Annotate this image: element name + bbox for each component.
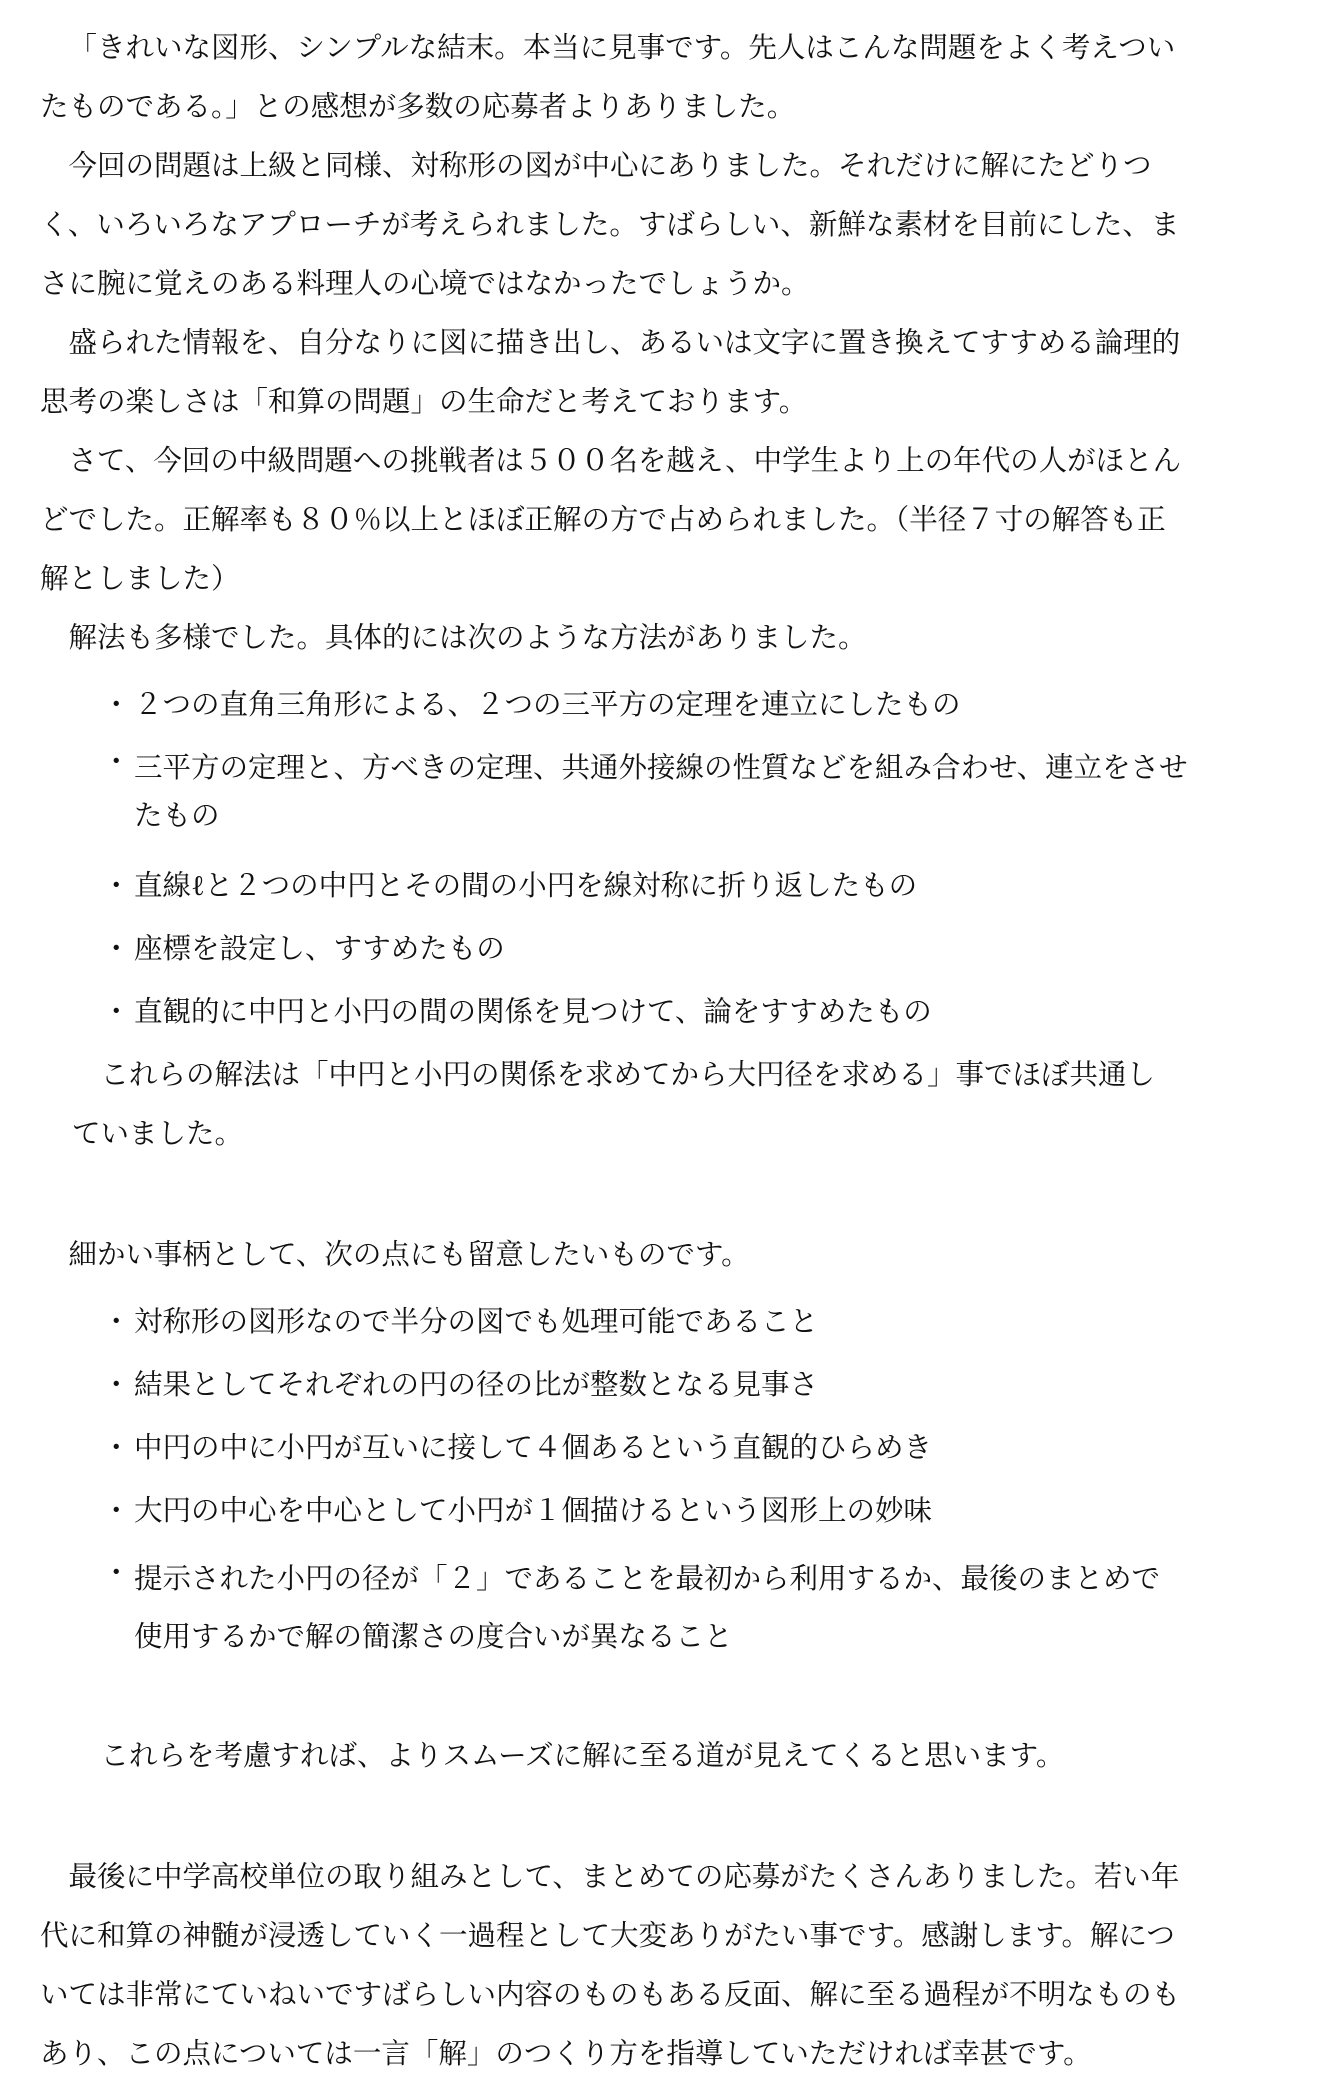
bullet-mark: ・: [102, 688, 131, 721]
bullet-mark: ・: [102, 869, 131, 902]
paragraph-2-line-1: 今回の問題は上級と同様、対称形の図が中心にありました。それだけに解にたどりつ: [68, 149, 1152, 182]
paragraph-7: 細かい事柄として、次の点にも留意したいものです。: [68, 1238, 750, 1271]
points-of-note-list: [40, 1292, 1290, 1666]
paragraph-5: 解法も多様でした。具体的には次のような方法がありました。: [68, 621, 867, 654]
methods-summary: [40, 1045, 1290, 1163]
paragraph-6-line-2: ていました。: [72, 1117, 244, 1150]
spacer: [40, 1785, 1290, 1847]
solution-methods-list: [40, 675, 1290, 1041]
spacer: [40, 1163, 1290, 1225]
list-item: ・ 直観的に中円と小円の間の関係を見つけて、論をすすめたもの: [40, 982, 1290, 1041]
list-item: ・ 大円の中心を中心として小円が１個描けるという図形上の妙味: [40, 1481, 1290, 1540]
paragraph-4-line-1: さて、今回の中級問題への挑戦者は５００名を越え、中学生より上の年代の人がほとん: [68, 444, 1182, 477]
bullet-mark: ・: [102, 745, 131, 778]
list-item: ・ ２つの直角三角形による、２つの三平方の定理を連立にしたもの: [40, 675, 1290, 734]
paragraph-4-line-3: 解としました）: [40, 562, 240, 595]
spacer: [40, 1682, 1290, 1726]
paragraph-2-line-3: さに腕に覚えのある料理人の心境ではなかったでしょうか。: [40, 267, 810, 300]
list-item: ・ 対称形の図形なので半分の図でも処理可能であること: [40, 1292, 1290, 1351]
paragraph-1-line-2: たものである。」との感想が多数の応募者よりありました。: [40, 90, 796, 123]
bullet-mark: ・: [102, 1305, 131, 1338]
bullet-mark: ・: [102, 1556, 131, 1589]
bullet-mark: ・: [102, 932, 131, 965]
paragraph-9-line-1: 最後に中学高校単位の取り組みとして、まとめての応募がたくさんありました。若い年: [68, 1860, 1180, 1893]
bullet-mark: ・: [102, 1494, 131, 1527]
list-item: ・ 結果としてそれぞれの円の径の比が整数となる見事さ: [40, 1355, 1290, 1414]
document-body: [40, 18, 1290, 2083]
list-item: ・ 中円の中に小円が互いに接して４個あるという直観的ひらめき: [40, 1418, 1290, 1477]
paragraph-3-line-1: 盛られた情報を、自分なりに図に描き出し、あるいは文字に置き換えてすすめる論理的: [68, 326, 1181, 359]
list-item: ・ 座標を設定し、すすめたもの: [40, 919, 1290, 978]
paragraph-8: これらを考慮すれば、よりスムーズに解に至る道が見えてくると思います。: [100, 1739, 1065, 1772]
paragraph-1-line-1: 「きれいな図形、シンプルな結末。本当に見事です。先人はこんな問題をよく考えつい: [68, 31, 1176, 64]
bullet-mark: ・: [102, 1368, 131, 1401]
paragraph-6-line-1: これらの解法は「中円と小円の関係を求めてから大円径を求める」事でほぼ共通し: [100, 1058, 1156, 1091]
list-item: ・ 提示された小円の径が「２」であることを最初から利用するか、最後のまとめで 使用するかで解の簡潔さの度合いが異なること: [40, 1544, 1290, 1666]
bullet-mark: ・: [102, 1431, 131, 1464]
paragraph-4-line-2: どでした。正解率も８０％以上とほぼ正解の方で占められました。（半径７寸の解答も正: [40, 503, 1166, 536]
considerations-summary: [40, 1726, 1290, 1785]
paragraph-9-line-2: 代に和算の神髄が浸透していく一過程として大変ありがたい事です。感謝します。解につ: [40, 1919, 1175, 1952]
list-item: ・ 直線ℓと２つの中円とその間の小円を線対称に折り返したもの: [40, 856, 1290, 915]
paragraph-3-line-2: 思考の楽しさは「和算の問題」の生命だと考えております。: [40, 385, 808, 418]
paragraph-2-line-2: く、いろいろなアプローチが考えられました。すばらしい、新鮮な素材を目前にした、ま: [40, 208, 1180, 241]
paragraph-9-line-3: いては非常にていねいですばらしい内容のものもある反面、解に至る過程が不明なものも: [40, 1978, 1181, 2011]
bullet-mark: ・: [102, 995, 131, 1028]
paragraph-9-line-4: あり、この点については一言「解」のつくり方を指導していただければ幸甚です。: [40, 2037, 1092, 2070]
list-item: ・ 三平方の定理と、方べきの定理、共通外接線の性質などを組み合わせ、連立をさせ たもの: [40, 738, 1290, 840]
